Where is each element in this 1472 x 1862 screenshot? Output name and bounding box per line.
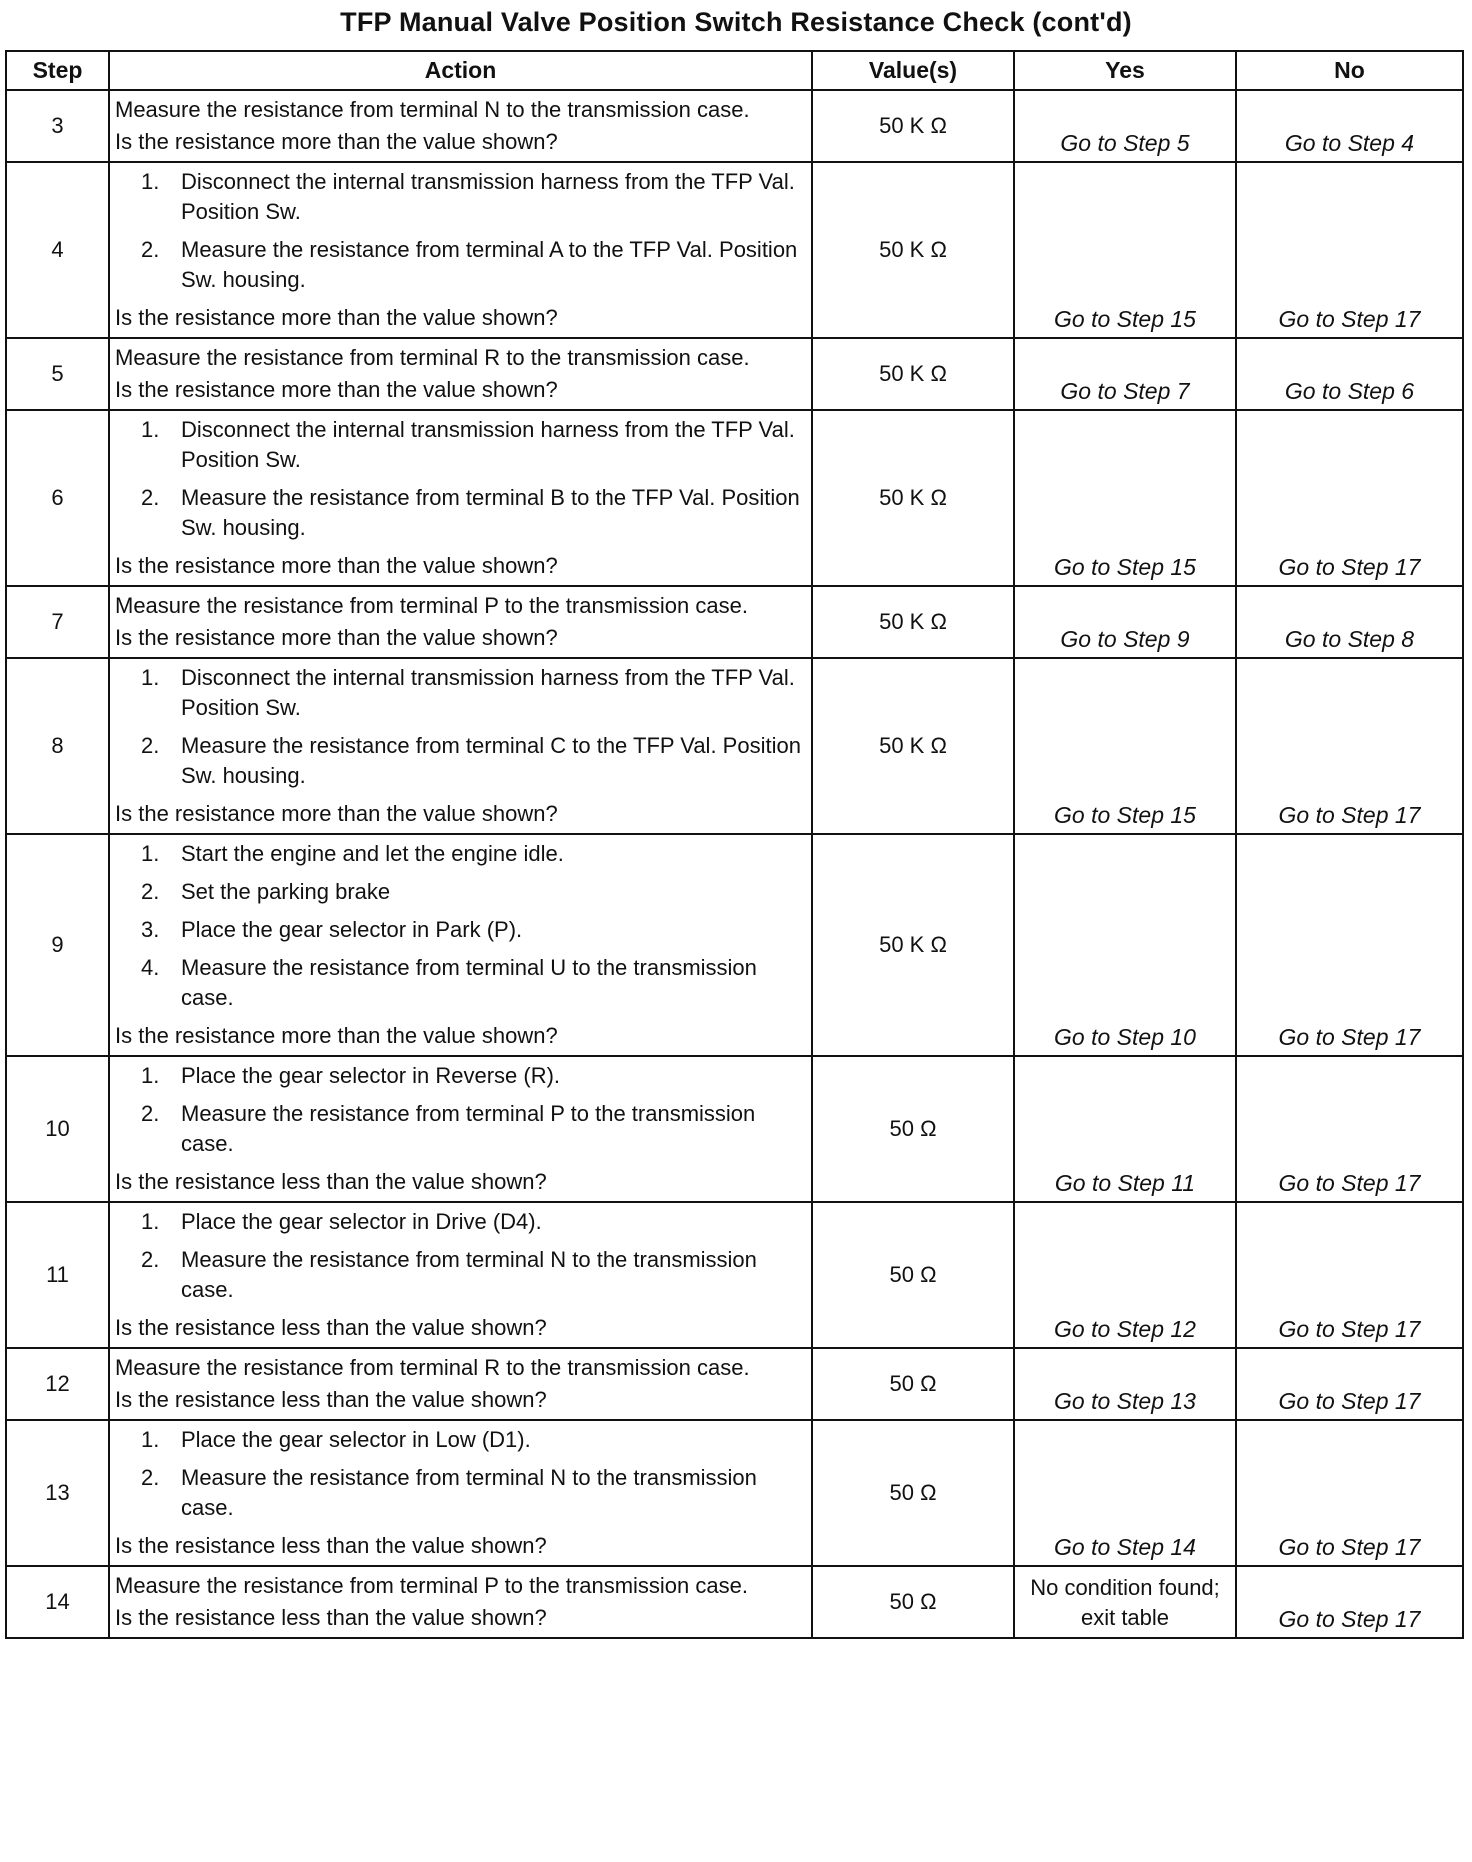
action-cell (109, 1202, 812, 1348)
header-yes: Yes (1014, 51, 1236, 90)
no-cell: Go to Step 17 (1236, 658, 1463, 834)
value-cell: 50 K Ω (812, 410, 1014, 586)
table-header-row (6, 51, 1463, 90)
action-step-number: 3. (141, 917, 160, 942)
action-step-number: 1. (141, 417, 160, 442)
action-step-item (115, 877, 805, 907)
action-step-number: 2. (141, 1101, 160, 1126)
action-step-number: 1. (141, 169, 160, 194)
table-row (6, 1420, 1463, 1566)
table-row (6, 658, 1463, 834)
step-number: 3 (6, 90, 109, 162)
yes-cell: No condition found; exit table (1014, 1566, 1236, 1638)
action-question: Is the resistance more than the value shown? (115, 305, 558, 330)
action-cell (109, 90, 812, 162)
value-cell: 50 K Ω (812, 586, 1014, 658)
action-step-number: 1. (141, 1209, 160, 1234)
action-step-text: Place the gear selector in Park (P). (181, 917, 523, 942)
action-step-number: 2. (141, 879, 160, 904)
action-step-item (115, 1463, 805, 1523)
action-step-item (115, 1207, 805, 1237)
header-step: Step (6, 51, 109, 90)
action-step-text: Place the gear selector in Drive (D4). (181, 1209, 542, 1234)
table-row (6, 410, 1463, 586)
action-steps-list (115, 1061, 805, 1159)
yes-cell: Go to Step 10 (1014, 834, 1236, 1056)
no-cell: Go to Step 6 (1236, 338, 1463, 410)
header-values: Value(s) (812, 51, 1014, 90)
yes-cell: Go to Step 12 (1014, 1202, 1236, 1348)
table-row (6, 90, 1463, 162)
action-step-text: Measure the resistance from terminal N to the transmission case. (181, 1247, 757, 1302)
action-step-text: Place the gear selector in Reverse (R). (181, 1063, 561, 1088)
action-step-number: 1. (141, 1063, 160, 1088)
action-step-text: Measure the resistance from terminal C to the TFP Val. Position Sw. housing. (181, 733, 801, 788)
action-step-text: Disconnect the internal transmission harness from the TFP Val. Position Sw. (181, 169, 795, 224)
action-step-item (115, 167, 805, 227)
page-title: TFP Manual Valve Position Switch Resistance Check (cont'd) (340, 7, 1132, 37)
action-question: Is the resistance more than the value shown? (115, 377, 558, 402)
no-cell: Go to Step 17 (1236, 1056, 1463, 1202)
action-text: Measure the resistance from terminal P to the transmission case. (115, 593, 748, 618)
table-row (6, 834, 1463, 1056)
header-no: No (1236, 51, 1463, 90)
step-number: 7 (6, 586, 109, 658)
yes-cell: Go to Step 11 (1014, 1056, 1236, 1202)
no-cell: Go to Step 17 (1236, 834, 1463, 1056)
action-cell (109, 1420, 812, 1566)
table-row (6, 1348, 1463, 1420)
action-step-number: 2. (141, 1465, 160, 1490)
action-step-text: Measure the resistance from terminal P to the transmission case. (181, 1101, 756, 1156)
action-question: Is the resistance more than the value shown? (115, 129, 558, 154)
table-row (6, 1056, 1463, 1202)
action-text: Measure the resistance from terminal N to the transmission case. (115, 97, 750, 122)
action-step-item (115, 235, 805, 295)
action-step-text: Start the engine and let the engine idle. (181, 841, 564, 866)
action-step-item (115, 483, 805, 543)
value-cell: 50 K Ω (812, 162, 1014, 338)
value-cell: 50 Ω (812, 1056, 1014, 1202)
step-number: 10 (6, 1056, 109, 1202)
yes-cell: Go to Step 13 (1014, 1348, 1236, 1420)
no-cell: Go to Step 17 (1236, 162, 1463, 338)
action-cell (109, 658, 812, 834)
value-cell: 50 Ω (812, 1202, 1014, 1348)
action-step-item (115, 731, 805, 791)
action-step-item (115, 1245, 805, 1305)
action-question: Is the resistance less than the value shown? (115, 1315, 547, 1340)
action-step-text: Measure the resistance from terminal A to the TFP Val. Position Sw. housing. (181, 237, 798, 292)
action-question: Is the resistance less than the value shown? (115, 1387, 547, 1412)
action-step-item (115, 1425, 805, 1455)
action-cell (109, 338, 812, 410)
action-step-text: Measure the resistance from terminal U to the transmission case. (181, 955, 757, 1010)
action-step-item (115, 415, 805, 475)
step-number: 12 (6, 1348, 109, 1420)
action-cell (109, 1056, 812, 1202)
action-question: Is the resistance less than the value shown? (115, 1605, 547, 1630)
action-step-number: 2. (141, 1247, 160, 1272)
action-step-item (115, 1099, 805, 1159)
step-number: 5 (6, 338, 109, 410)
action-step-number: 2. (141, 733, 160, 758)
action-cell (109, 834, 812, 1056)
no-cell: Go to Step 17 (1236, 410, 1463, 586)
action-step-item (115, 663, 805, 723)
action-steps-list (115, 415, 805, 543)
action-step-text: Disconnect the internal transmission harness from the TFP Val. Position Sw. (181, 665, 795, 720)
table-row (6, 1566, 1463, 1638)
action-question: Is the resistance more than the value shown? (115, 801, 558, 826)
value-cell: 50 K Ω (812, 338, 1014, 410)
table-row (6, 338, 1463, 410)
step-number: 6 (6, 410, 109, 586)
yes-cell: Go to Step 5 (1014, 90, 1236, 162)
action-step-number: 2. (141, 485, 160, 510)
yes-cell: Go to Step 9 (1014, 586, 1236, 658)
action-question: Is the resistance more than the value shown? (115, 553, 558, 578)
table-body (6, 90, 1463, 1638)
action-steps-list (115, 1207, 805, 1305)
value-cell: 50 K Ω (812, 658, 1014, 834)
action-step-number: 1. (141, 841, 160, 866)
action-step-item (115, 839, 805, 869)
table-row (6, 1202, 1463, 1348)
action-steps-list (115, 663, 805, 791)
action-step-number: 4. (141, 955, 160, 980)
action-question: Is the resistance more than the value shown? (115, 625, 558, 650)
value-cell: 50 Ω (812, 1420, 1014, 1566)
no-cell: Go to Step 17 (1236, 1202, 1463, 1348)
action-step-item (115, 953, 805, 1013)
value-cell: 50 Ω (812, 1348, 1014, 1420)
action-steps-list (115, 167, 805, 295)
action-cell (109, 410, 812, 586)
step-number: 14 (6, 1566, 109, 1638)
table-row (6, 162, 1463, 338)
no-cell: Go to Step 8 (1236, 586, 1463, 658)
value-cell: 50 K Ω (812, 90, 1014, 162)
action-cell (109, 1348, 812, 1420)
no-cell: Go to Step 17 (1236, 1566, 1463, 1638)
yes-cell: Go to Step 15 (1014, 658, 1236, 834)
step-number: 9 (6, 834, 109, 1056)
value-cell: 50 Ω (812, 1566, 1014, 1638)
action-step-number: 1. (141, 665, 160, 690)
action-steps-list (115, 1425, 805, 1523)
action-question: Is the resistance less than the value shown? (115, 1169, 547, 1194)
action-step-item (115, 1061, 805, 1091)
step-number: 13 (6, 1420, 109, 1566)
action-step-number: 1. (141, 1427, 160, 1452)
action-step-text: Disconnect the internal transmission harness from the TFP Val. Position Sw. (181, 417, 795, 472)
resistance-check-table (5, 50, 1464, 1639)
no-cell: Go to Step 17 (1236, 1348, 1463, 1420)
yes-cell: Go to Step 7 (1014, 338, 1236, 410)
action-text: Measure the resistance from terminal R to the transmission case. (115, 1355, 750, 1380)
action-step-number: 2. (141, 237, 160, 262)
action-question: Is the resistance less than the value shown? (115, 1533, 547, 1558)
action-steps-list (115, 839, 805, 1013)
action-question: Is the resistance more than the value shown? (115, 1023, 558, 1048)
step-number: 4 (6, 162, 109, 338)
step-number: 8 (6, 658, 109, 834)
action-step-text: Set the parking brake (181, 879, 391, 904)
header-action: Action (109, 51, 812, 90)
action-step-text: Measure the resistance from terminal N to the transmission case. (181, 1465, 757, 1520)
action-step-item (115, 915, 805, 945)
yes-cell: Go to Step 15 (1014, 410, 1236, 586)
action-cell (109, 162, 812, 338)
yes-cell: Go to Step 15 (1014, 162, 1236, 338)
action-cell (109, 586, 812, 658)
action-cell (109, 1566, 812, 1638)
yes-cell: Go to Step 14 (1014, 1420, 1236, 1566)
action-text: Measure the resistance from terminal R to the transmission case. (115, 345, 750, 370)
value-cell: 50 K Ω (812, 834, 1014, 1056)
action-step-text: Place the gear selector in Low (D1). (181, 1427, 531, 1452)
step-number: 11 (6, 1202, 109, 1348)
table-row (6, 586, 1463, 658)
no-cell: Go to Step 4 (1236, 90, 1463, 162)
action-text: Measure the resistance from terminal P to the transmission case. (115, 1573, 748, 1598)
action-step-text: Measure the resistance from terminal B to the TFP Val. Position Sw. housing. (181, 485, 800, 540)
no-cell: Go to Step 17 (1236, 1420, 1463, 1566)
